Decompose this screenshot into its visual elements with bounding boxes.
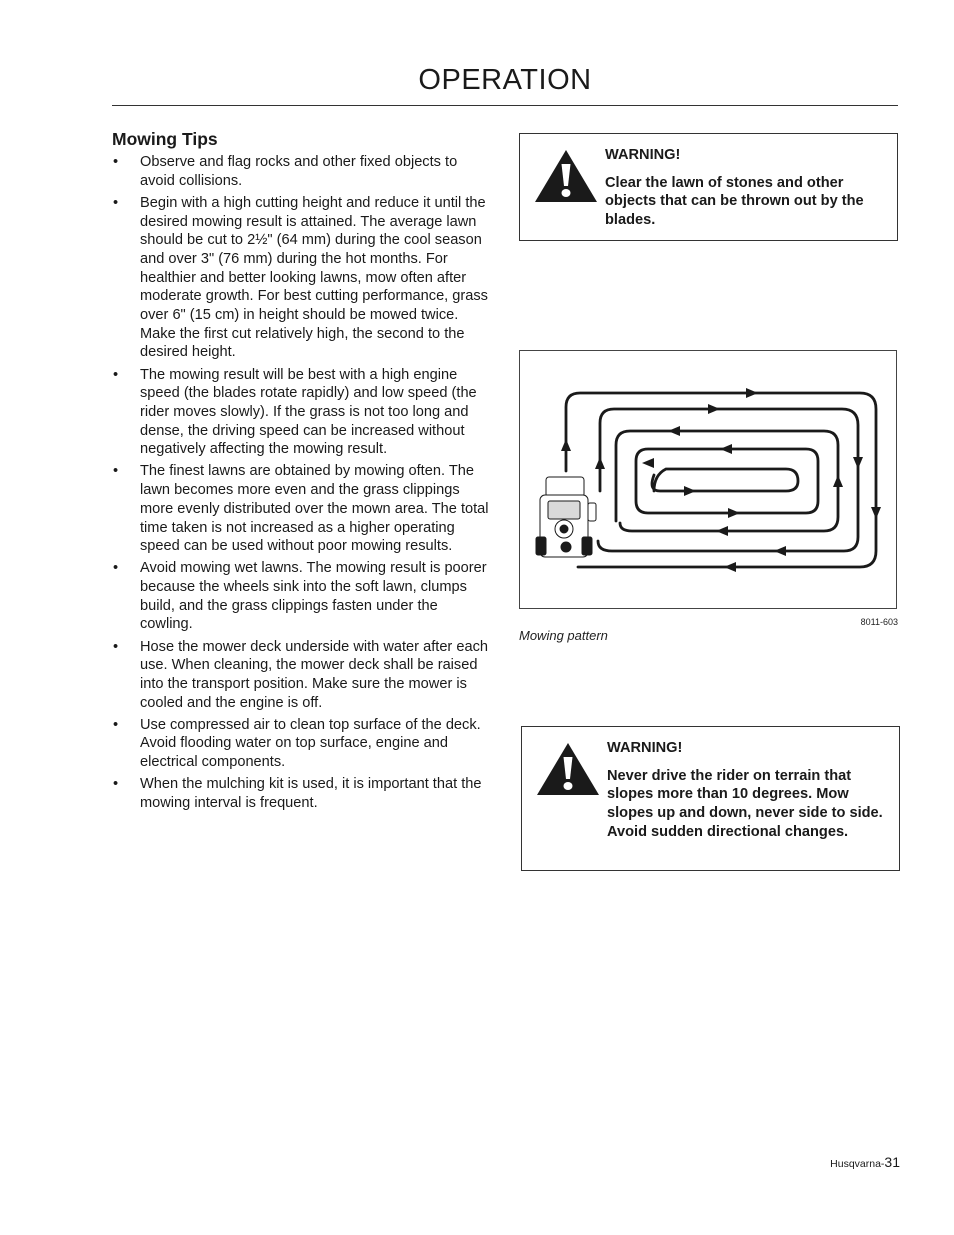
bullet-icon: • bbox=[113, 716, 119, 733]
bullet-icon: • bbox=[113, 154, 119, 170]
list-item bbox=[112, 559, 494, 634]
tip-text: Avoid mowing wet lawns. The mowing result is poorer because the wheels sink into the soft lawn, clumps build, and the grass clippings fasten under the cowling. bbox=[140, 560, 487, 633]
tip-text: The finest lawns are obtained by mowing often. The lawn becomes more even and the grass clippings more evenly distributed over the mown area. The total time taken is not increased as a higher operating speed can be used without poor mowing results. bbox=[140, 463, 489, 555]
mowing-tips-list bbox=[112, 153, 494, 816]
warning-label: WARNING! bbox=[605, 147, 681, 163]
warning-triangle-icon bbox=[536, 741, 600, 797]
bullet-icon: • bbox=[113, 560, 119, 577]
warning-box-slopes bbox=[521, 726, 900, 871]
footer-brand: Husqvarna- bbox=[830, 1158, 885, 1170]
title-divider bbox=[112, 105, 898, 106]
tip-text: Hose the mower deck underside with water after each use. When cleaning, the mower deck shall be raised into the transport position. Make sure the mower is cooled and the engine is off. bbox=[140, 638, 488, 711]
list-item bbox=[112, 366, 494, 460]
warning-label: WARNING! bbox=[607, 740, 683, 756]
list-item bbox=[112, 194, 494, 362]
list-item bbox=[112, 775, 494, 812]
list-item bbox=[112, 462, 494, 556]
tip-text: When the mulching kit is used, it is important that the mowing interval is frequent. bbox=[140, 776, 482, 811]
bullet-icon: • bbox=[113, 638, 119, 655]
bullet-icon: • bbox=[113, 776, 119, 793]
mowing-pattern-diagram bbox=[520, 351, 898, 610]
list-item bbox=[112, 153, 494, 190]
page-number: 31 bbox=[884, 1154, 900, 1170]
bullet-icon: • bbox=[113, 366, 119, 383]
tip-text: The mowing result will be best with a high engine speed (the blades rotate rapidly) and low speed (the rider moves slowly). If the grass is not too long and dense, the driving speed can be increased without negatively affecting the mowing result. bbox=[140, 366, 477, 458]
figure-code: 8011-603 bbox=[860, 617, 898, 627]
mowing-pattern-figure bbox=[519, 350, 897, 609]
figure-caption: Mowing pattern bbox=[519, 628, 608, 643]
warning-text: Clear the lawn of stones and other objects that can be thrown out by the blades. bbox=[605, 174, 864, 229]
tip-text: Observe and flag rocks and other fixed objects to avoid collisions. bbox=[140, 154, 458, 189]
list-item bbox=[112, 638, 494, 713]
list-item bbox=[112, 716, 494, 772]
tip-text: Use compressed air to clean top surface of the deck. Avoid flooding water on top surface, engine and electrical components. bbox=[140, 716, 481, 771]
bullet-icon: • bbox=[113, 463, 119, 480]
page-title: OPERATION bbox=[418, 64, 592, 96]
rider-mower-icon bbox=[536, 477, 596, 557]
warning-box-thrown-objects bbox=[519, 133, 898, 241]
bullet-icon: • bbox=[113, 194, 119, 211]
tip-text: Begin with a high cutting height and reduce it until the desired mowing result is attained. The average lawn should be cut to 2½" (64 mm) during the cool season and over 3" (76 mm) during the hot months. For healthier and better looking lawns, mow often after moderate growth. For best cutting performance, grass over 6" (15 cm) in height should be mowed twice. Make the first cut relatively high, the second to the desired height. bbox=[140, 194, 488, 361]
warning-text: Never drive the rider on terrain that slopes more than 10 degrees. Mow slopes up and down, never side to side. Avoid sudden directional changes. bbox=[607, 767, 883, 840]
section-heading: Mowing Tips bbox=[112, 129, 218, 149]
warning-triangle-icon bbox=[534, 148, 598, 204]
page-footer bbox=[830, 1154, 900, 1170]
